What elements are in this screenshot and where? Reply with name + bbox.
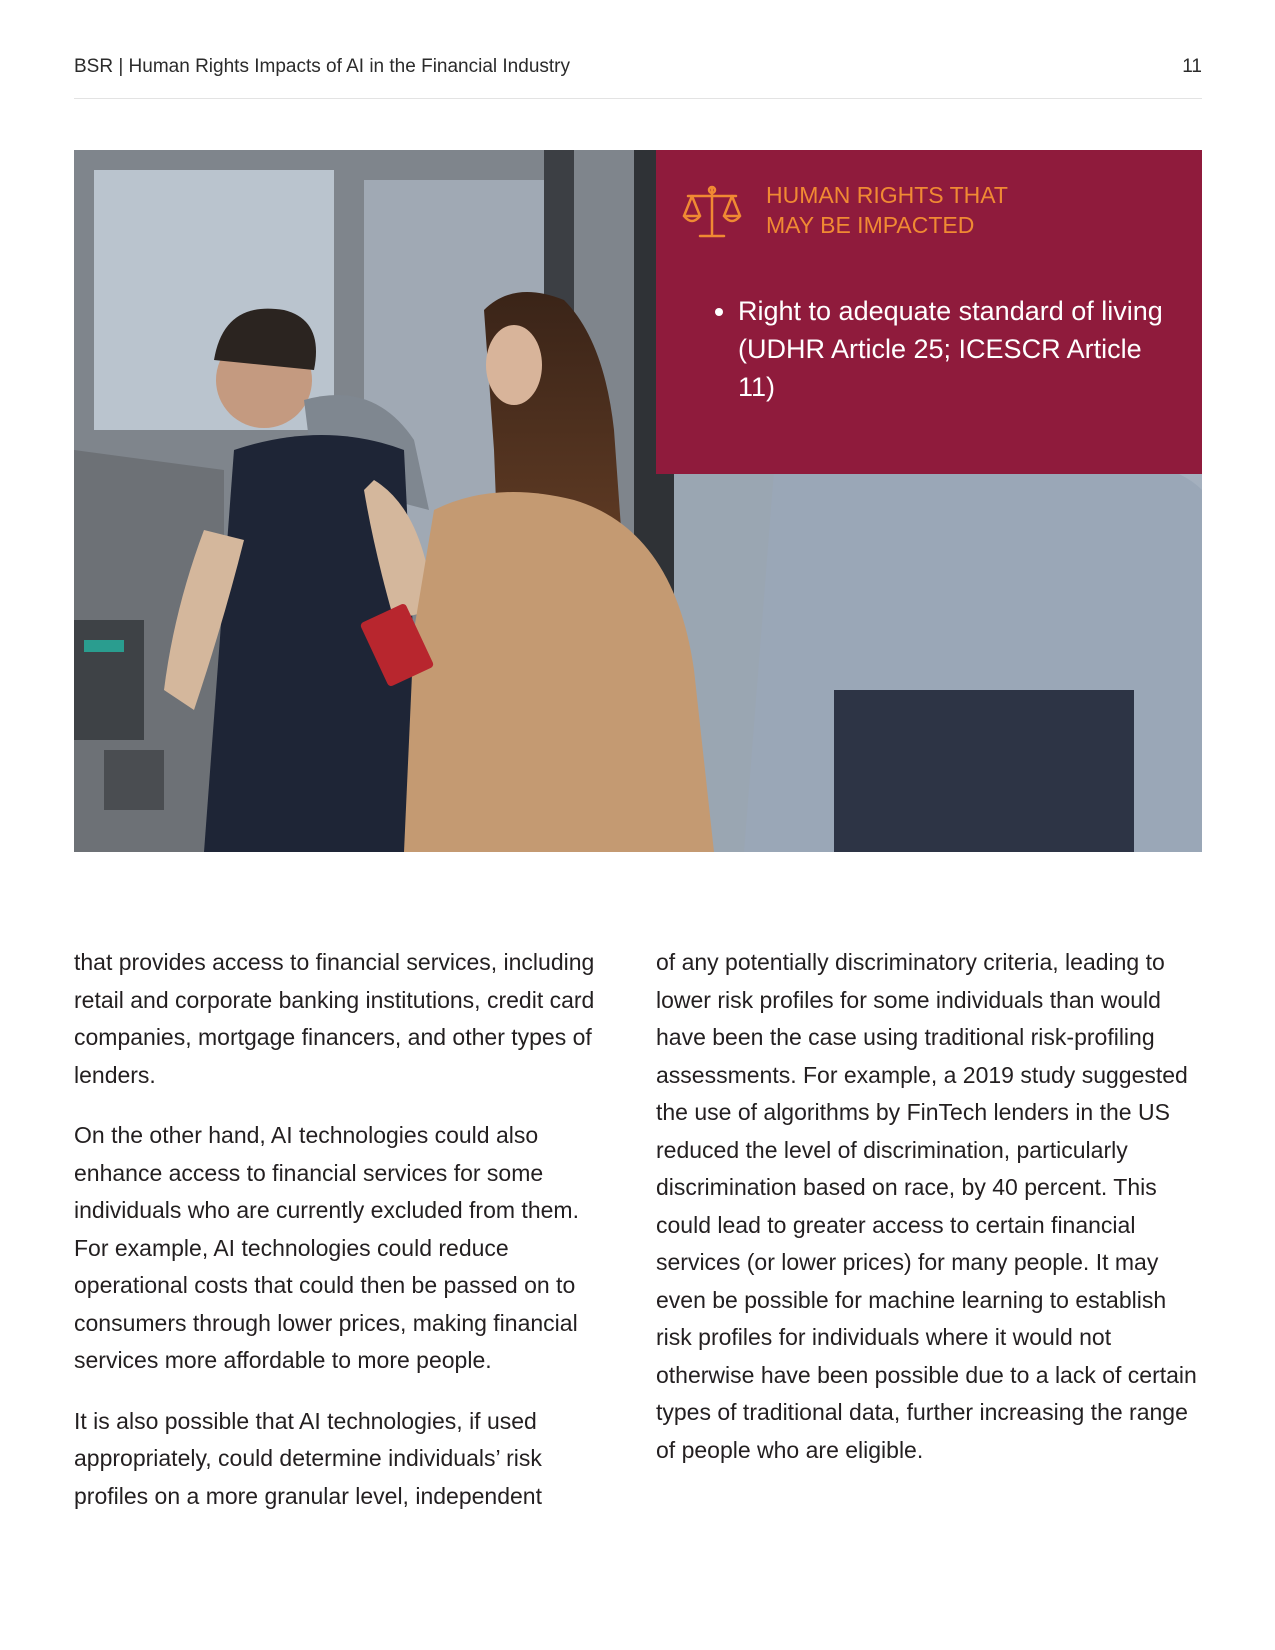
callout-heading-line-1: HUMAN RIGHTS THAT (766, 182, 1008, 208)
body-paragraph: It is also possible that AI technologies, if used appropriately, could determine individuals’ risk profiles on a more granular level, independent (74, 1407, 542, 1509)
callout-heading-line-2: MAY BE IMPACTED (766, 212, 975, 238)
running-title: BSR | Human Rights Impacts of AI in the Financial Industry (74, 56, 570, 77)
scales-of-justice-icon (680, 180, 744, 244)
body-paragraph: On the other hand, AI technologies could also enhance access to financial services for some individuals who are currently excluded from them. For example, AI technologies could reduce operational costs that could then be passed on to consumers through lower prices, making financial services more affordable to more people. (74, 1122, 579, 1373)
callout-heading (766, 180, 1166, 240)
rights-list (702, 292, 1168, 406)
human-rights-callout (656, 150, 1202, 474)
body-paragraph: that provides access to financial services, including retail and corporate banking institutions, credit card companies, mortgage financers, and other types of lenders. (74, 949, 595, 1088)
body-paragraph: of any potentially discriminatory criteria, leading to lower risk profiles for some individuals than would have been the case using traditional risk-profiling assessments. For example, a 2019 study suggested the use of algorithms by FinTech lenders in the US reduced the level of discrimination, particularly discrimination based on race, by 40 percent. This could lead to greater access to certain financial services (or lower prices) for many people. It may even be possible for machine learning to establish risk profiles for individuals where it would not otherwise have been possible due to a lack of certain types of traditional data, further increasing the range of people who are eligible. (656, 949, 1197, 1463)
rights-list-item: • Right to adequate standard of living (UDHR Article 25; ICESCR Article 11) (738, 292, 1168, 406)
left-column (74, 944, 604, 1538)
page-number: 11 (1182, 56, 1202, 77)
right-column (656, 944, 1202, 1492)
page-header (74, 52, 1202, 99)
